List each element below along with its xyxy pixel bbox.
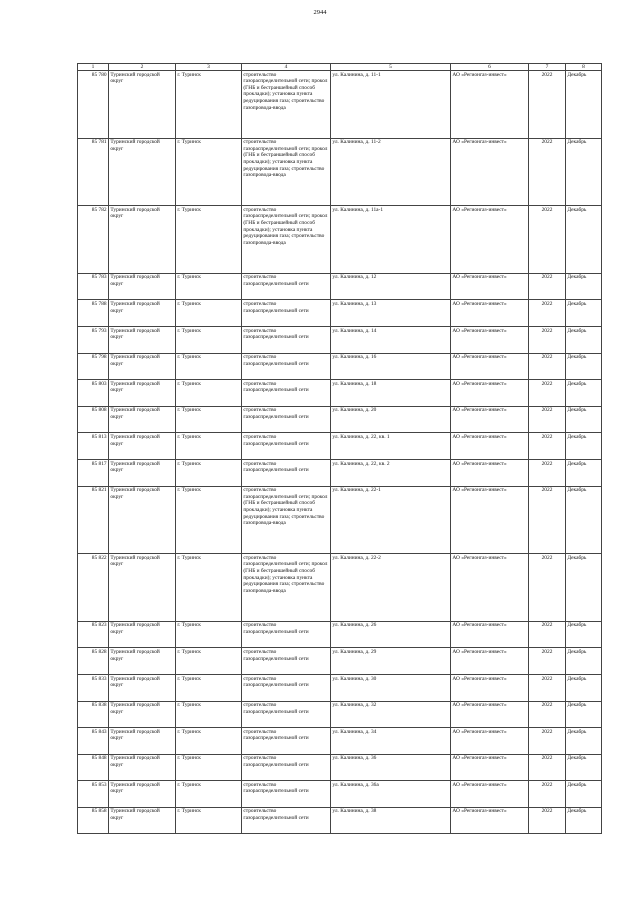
year-cell: 2022	[529, 326, 566, 353]
table-row	[78, 674, 602, 701]
work-type-cell: строительство газораспределительной сети	[242, 406, 331, 433]
address-cell: ул. Калинина, д. 11-2	[331, 138, 451, 206]
table-row	[78, 326, 602, 353]
executor-cell: АО «Регионгаз-инвест»	[451, 621, 529, 648]
executor-cell: АО «Регионгаз-инвест»	[451, 674, 529, 701]
address-cell: ул. Калинина, д. 13	[331, 300, 451, 327]
district-cell: Туринский городской округ	[109, 701, 176, 728]
record-number-cell: 85 848	[78, 754, 109, 781]
work-type-cell: строительство газораспределительной сети; прокол (ГНБ и бестраншейный способ прокладки); установка пункта редуцирования газа; строительство газопровода-ввода	[242, 486, 331, 554]
table-row	[78, 807, 602, 834]
year-cell: 2022	[529, 353, 566, 380]
year-cell: 2022	[529, 701, 566, 728]
month-cell: Декабрь	[566, 273, 602, 300]
table-row	[78, 273, 602, 300]
year-cell: 2022	[529, 674, 566, 701]
settlement-cell: г. Туринск	[176, 674, 242, 701]
table-row	[78, 380, 602, 407]
table-row	[78, 406, 602, 433]
executor-cell: АО «Регионгаз-инвест»	[451, 554, 529, 622]
address-cell: ул. Калинина, д. 36	[331, 754, 451, 781]
executor-cell: АО «Регионгаз-инвест»	[451, 138, 529, 206]
table-row	[78, 701, 602, 728]
settlement-cell: г. Туринск	[176, 701, 242, 728]
month-cell: Декабрь	[566, 621, 602, 648]
address-cell: ул. Калинина, д. 26	[331, 621, 451, 648]
table-row	[78, 206, 602, 274]
table-row	[78, 781, 602, 808]
record-number-cell: 85 823	[78, 621, 109, 648]
address-cell: ул. Калинина, д. 16	[331, 353, 451, 380]
settlement-cell: г. Туринск	[176, 380, 242, 407]
work-type-cell: строительство газораспределительной сети; прокол (ГНБ и бестраншейный способ прокладки); установка пункта редуцирования газа; строительство газопровода-ввода	[242, 206, 331, 274]
executor-cell: АО «Регионгаз-инвест»	[451, 206, 529, 274]
district-cell: Туринский городской округ	[109, 326, 176, 353]
month-cell: Декабрь	[566, 486, 602, 554]
table-row	[78, 353, 602, 380]
address-cell: ул. Калинина, д. 22, кв. 1	[331, 433, 451, 460]
year-cell: 2022	[529, 300, 566, 327]
work-type-cell: строительство газораспределительной сети	[242, 701, 331, 728]
address-cell: ул. Калинина, д. 11а-1	[331, 206, 451, 274]
executor-cell: АО «Регионгаз-инвест»	[451, 380, 529, 407]
executor-cell: АО «Регионгаз-инвест»	[451, 71, 529, 139]
record-number-cell: 85 803	[78, 380, 109, 407]
column-header: 3	[176, 64, 242, 71]
record-number-cell: 85 817	[78, 459, 109, 486]
address-cell: ул. Калинина, д. 32	[331, 701, 451, 728]
district-cell: Туринский городской округ	[109, 648, 176, 675]
executor-cell: АО «Регионгаз-инвест»	[451, 648, 529, 675]
month-cell: Декабрь	[566, 554, 602, 622]
year-cell: 2022	[529, 648, 566, 675]
work-type-cell: строительство газораспределительной сети	[242, 353, 331, 380]
settlement-cell: г. Туринск	[176, 138, 242, 206]
year-cell: 2022	[529, 807, 566, 834]
executor-cell: АО «Регионгаз-инвест»	[451, 353, 529, 380]
record-number-cell: 85 780	[78, 71, 109, 139]
address-cell: ул. Калинина, д. 18	[331, 380, 451, 407]
year-cell: 2022	[529, 781, 566, 808]
work-type-cell: строительство газораспределительной сети	[242, 728, 331, 755]
month-cell: Декабрь	[566, 206, 602, 274]
record-number-cell: 85 821	[78, 486, 109, 554]
table-row	[78, 648, 602, 675]
month-cell: Декабрь	[566, 380, 602, 407]
year-cell: 2022	[529, 380, 566, 407]
work-type-cell: строительство газораспределительной сети; прокол (ГНБ и бестраншейный способ прокладки); установка пункта редуцирования газа; строительство газопровода-ввода	[242, 71, 331, 139]
executor-cell: АО «Регионгаз-инвест»	[451, 486, 529, 554]
address-cell: ул. Калинина, д. 22-2	[331, 554, 451, 622]
executor-cell: АО «Регионгаз-инвест»	[451, 273, 529, 300]
settlement-cell: г. Туринск	[176, 486, 242, 554]
column-header: 4	[242, 64, 331, 71]
settlement-cell: г. Туринск	[176, 754, 242, 781]
work-type-cell: строительство газораспределительной сети	[242, 459, 331, 486]
settlement-cell: г. Туринск	[176, 326, 242, 353]
executor-cell: АО «Регионгаз-инвест»	[451, 754, 529, 781]
settlement-cell: г. Туринск	[176, 728, 242, 755]
settlement-cell: г. Туринск	[176, 353, 242, 380]
district-cell: Туринский городской округ	[109, 206, 176, 274]
work-type-cell: строительство газораспределительной сети	[242, 621, 331, 648]
district-cell: Туринский городской округ	[109, 433, 176, 460]
column-header: 7	[529, 64, 566, 71]
district-cell: Туринский городской округ	[109, 406, 176, 433]
month-cell: Декабрь	[566, 326, 602, 353]
work-type-cell: строительство газораспределительной сети; прокол (ГНБ и бестраншейный способ прокладки); установка пункта редуцирования газа; строительство газопровода-ввода	[242, 138, 331, 206]
executor-cell: АО «Регионгаз-инвест»	[451, 807, 529, 834]
address-cell: ул. Калинина, д. 29	[331, 648, 451, 675]
month-cell: Декабрь	[566, 807, 602, 834]
record-number-cell: 85 843	[78, 728, 109, 755]
executor-cell: АО «Регионгаз-инвест»	[451, 701, 529, 728]
year-cell: 2022	[529, 486, 566, 554]
address-cell: ул. Калинина, д. 30	[331, 674, 451, 701]
settlement-cell: г. Туринск	[176, 807, 242, 834]
address-cell: ул. Калинина, д. 22, кв. 2	[331, 459, 451, 486]
work-type-cell: строительство газораспределительной сети	[242, 300, 331, 327]
year-cell: 2022	[529, 554, 566, 622]
settlement-cell: г. Туринск	[176, 781, 242, 808]
district-cell: Туринский городской округ	[109, 273, 176, 300]
record-number-cell: 85 822	[78, 554, 109, 622]
work-type-cell: строительство газораспределительной сети	[242, 807, 331, 834]
month-cell: Декабрь	[566, 353, 602, 380]
year-cell: 2022	[529, 754, 566, 781]
record-number-cell: 85 798	[78, 353, 109, 380]
district-cell: Туринский городской округ	[109, 459, 176, 486]
table-row	[78, 300, 602, 327]
district-cell: Туринский городской округ	[109, 380, 176, 407]
address-cell: ул. Калинина, д. 12	[331, 273, 451, 300]
settlement-cell: г. Туринск	[176, 648, 242, 675]
month-cell: Декабрь	[566, 138, 602, 206]
settlement-cell: г. Туринск	[176, 71, 242, 139]
record-number-cell: 85 828	[78, 648, 109, 675]
address-cell: ул. Калинина, д. 14	[331, 326, 451, 353]
work-type-cell: строительство газораспределительной сети	[242, 433, 331, 460]
district-cell: Туринский городской округ	[109, 353, 176, 380]
record-number-cell: 85 853	[78, 781, 109, 808]
executor-cell: АО «Регионгаз-инвест»	[451, 300, 529, 327]
district-cell: Туринский городской округ	[109, 71, 176, 139]
table-row	[78, 459, 602, 486]
settlement-cell: г. Туринск	[176, 273, 242, 300]
year-cell: 2022	[529, 728, 566, 755]
table-row	[78, 433, 602, 460]
year-cell: 2022	[529, 206, 566, 274]
district-cell: Туринский городской округ	[109, 674, 176, 701]
year-cell: 2022	[529, 406, 566, 433]
district-cell: Туринский городской округ	[109, 728, 176, 755]
settlement-cell: г. Туринск	[176, 406, 242, 433]
work-type-cell: строительство газораспределительной сети	[242, 648, 331, 675]
page-number: 2944	[313, 9, 327, 16]
record-number-cell: 85 808	[78, 406, 109, 433]
work-type-cell: строительство газораспределительной сети	[242, 273, 331, 300]
column-header: 5	[331, 64, 451, 71]
column-number-row	[78, 64, 602, 71]
district-cell: Туринский городской округ	[109, 486, 176, 554]
record-number-cell: 85 781	[78, 138, 109, 206]
year-cell: 2022	[529, 273, 566, 300]
district-cell: Туринский городской округ	[109, 138, 176, 206]
district-cell: Туринский городской округ	[109, 300, 176, 327]
record-number-cell: 85 793	[78, 326, 109, 353]
column-header: 1	[78, 64, 109, 71]
month-cell: Декабрь	[566, 406, 602, 433]
table-row	[78, 138, 602, 206]
work-type-cell: строительство газораспределительной сети	[242, 754, 331, 781]
address-cell: ул. Калинина, д. 22-1	[331, 486, 451, 554]
address-cell: ул. Калинина, д. 36а	[331, 781, 451, 808]
table-row	[78, 71, 602, 139]
district-cell: Туринский городской округ	[109, 807, 176, 834]
gasification-schedule-table	[77, 63, 602, 834]
month-cell: Декабрь	[566, 433, 602, 460]
table-row	[78, 621, 602, 648]
month-cell: Декабрь	[566, 781, 602, 808]
month-cell: Декабрь	[566, 71, 602, 139]
column-header: 2	[109, 64, 176, 71]
settlement-cell: г. Туринск	[176, 206, 242, 274]
table-row	[78, 754, 602, 781]
record-number-cell: 85 783	[78, 273, 109, 300]
executor-cell: АО «Регионгаз-инвест»	[451, 433, 529, 460]
record-number-cell: 85 782	[78, 206, 109, 274]
settlement-cell: г. Туринск	[176, 459, 242, 486]
address-cell: ул. Калинина, д. 38	[331, 807, 451, 834]
month-cell: Декабрь	[566, 674, 602, 701]
work-type-cell: строительство газораспределительной сети	[242, 781, 331, 808]
table-body	[78, 71, 602, 834]
month-cell: Декабрь	[566, 728, 602, 755]
year-cell: 2022	[529, 621, 566, 648]
column-header: 6	[451, 64, 529, 71]
table-row	[78, 554, 602, 622]
settlement-cell: г. Туринск	[176, 554, 242, 622]
district-cell: Туринский городской округ	[109, 621, 176, 648]
district-cell: Туринский городской округ	[109, 554, 176, 622]
address-cell: ул. Калинина, д. 20	[331, 406, 451, 433]
table-row	[78, 486, 602, 554]
address-cell: ул. Калинина, д. 34	[331, 728, 451, 755]
record-number-cell: 85 788	[78, 300, 109, 327]
month-cell: Декабрь	[566, 648, 602, 675]
year-cell: 2022	[529, 459, 566, 486]
executor-cell: АО «Регионгаз-инвест»	[451, 728, 529, 755]
executor-cell: АО «Регионгаз-инвест»	[451, 406, 529, 433]
settlement-cell: г. Туринск	[176, 621, 242, 648]
executor-cell: АО «Регионгаз-инвест»	[451, 781, 529, 808]
month-cell: Декабрь	[566, 754, 602, 781]
record-number-cell: 85 833	[78, 674, 109, 701]
month-cell: Декабрь	[566, 701, 602, 728]
district-cell: Туринский городской округ	[109, 781, 176, 808]
settlement-cell: г. Туринск	[176, 433, 242, 460]
settlement-cell: г. Туринск	[176, 300, 242, 327]
year-cell: 2022	[529, 433, 566, 460]
work-type-cell: строительство газораспределительной сети; прокол (ГНБ и бестраншейный способ прокладки); установка пункта редуцирования газа; строительство газопровода-ввода	[242, 554, 331, 622]
work-type-cell: строительство газораспределительной сети	[242, 674, 331, 701]
executor-cell: АО «Регионгаз-инвест»	[451, 326, 529, 353]
year-cell: 2022	[529, 138, 566, 206]
work-type-cell: строительство газораспределительной сети	[242, 326, 331, 353]
executor-cell: АО «Регионгаз-инвест»	[451, 459, 529, 486]
month-cell: Декабрь	[566, 459, 602, 486]
year-cell: 2022	[529, 71, 566, 139]
month-cell: Декабрь	[566, 300, 602, 327]
record-number-cell: 85 858	[78, 807, 109, 834]
record-number-cell: 85 838	[78, 701, 109, 728]
work-type-cell: строительство газораспределительной сети	[242, 380, 331, 407]
table-row	[78, 728, 602, 755]
column-header: 8	[566, 64, 602, 71]
address-cell: ул. Калинина, д. 11-1	[331, 71, 451, 139]
record-number-cell: 85 813	[78, 433, 109, 460]
district-cell: Туринский городской округ	[109, 754, 176, 781]
